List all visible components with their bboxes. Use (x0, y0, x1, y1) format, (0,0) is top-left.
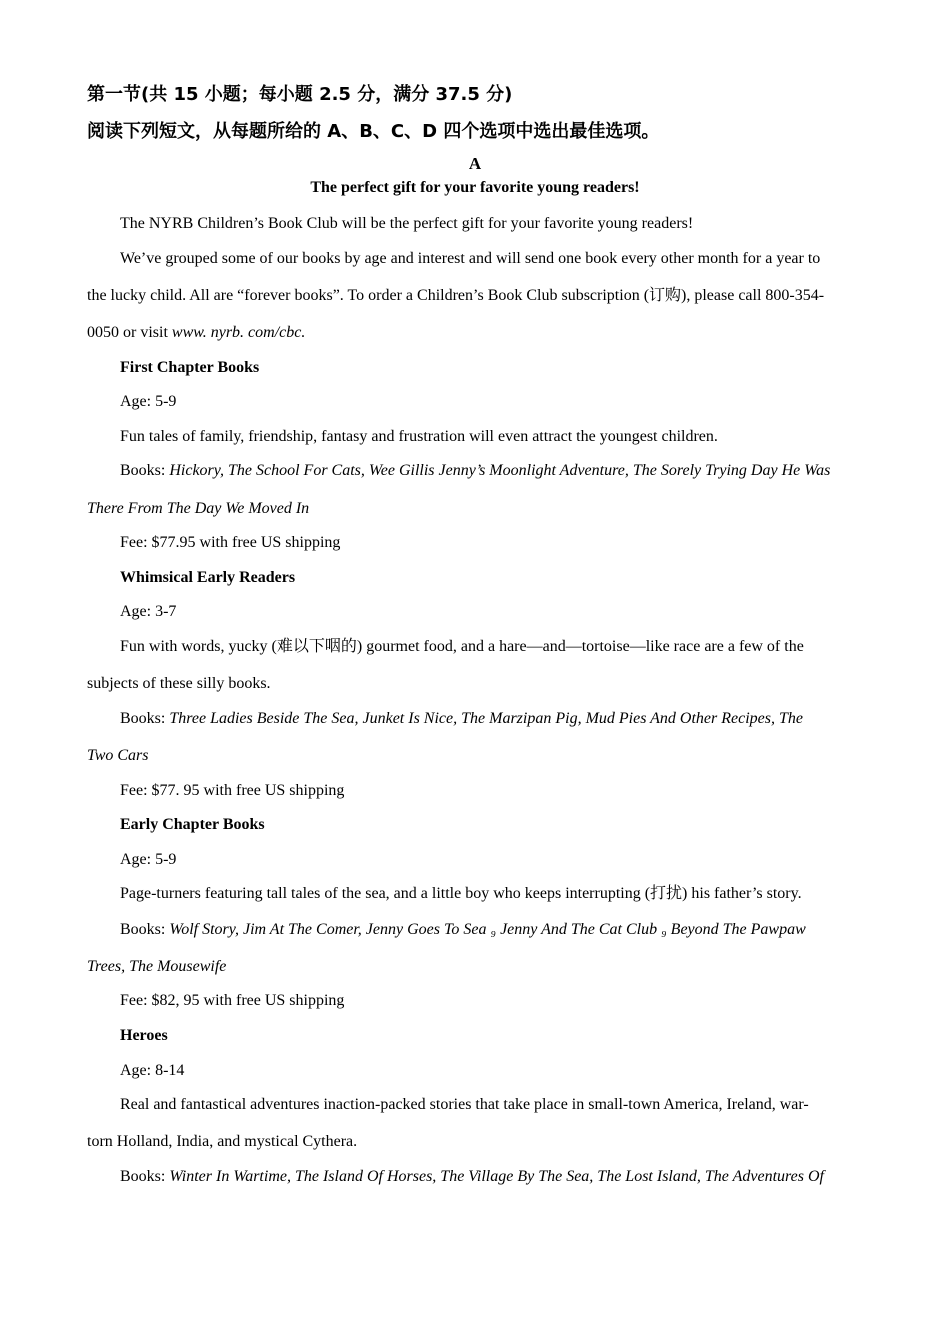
club-name: Early Chapter Books (120, 816, 265, 833)
club-name: First Chapter Books (120, 359, 260, 376)
club-books (120, 709, 803, 729)
passage-title: The perfect gift for your favorite young readers! (310, 179, 640, 196)
club-fee: Fee: $77.95 with free US shipping (120, 534, 341, 551)
passage-letter: A (468, 154, 482, 173)
club-books (120, 1167, 824, 1187)
website-link: www. nyrb. com/cbc. (171, 324, 306, 341)
club-fee: Fee: $82, 95 with free US shipping (120, 992, 345, 1009)
books-list-continued: Two Cars (87, 747, 149, 764)
books-list-continued: There From The Day We Moved In (87, 500, 310, 517)
club-description: Page-turners featuring tall tales of the sea, and a little boy who keeps interrupting (打扰) his father’s story. (120, 885, 802, 902)
books-list: Wolf Story, Jim At The Comer, Jenny Goes To Sea ₉ Jenny And The Cat Club ₉ Beyond The Pawpaw (169, 921, 806, 938)
club-age: Age: 5-9 (120, 851, 177, 868)
intro-line (87, 323, 305, 343)
club-books (120, 920, 806, 940)
club-books (120, 461, 830, 481)
books-list: Three Ladies Beside The Sea, Junket Is Nice, The Marzipan Pig, Mud Pies And Other Recipes, The (169, 710, 804, 727)
books-label: Books: (120, 710, 170, 727)
books-label: Books: (120, 1168, 170, 1185)
books-list: Hickory, The School For Cats, Wee Gillis Jenny’s Moonlight Adventure, The Sorely Trying Day He Was (169, 462, 831, 479)
section-header: 第一节(共 15 小题；每小题 2.5 分，满分 37.5 分) (87, 84, 513, 105)
intro-paragraph: The NYRB Children’s Book Club will be the perfect gift for your favorite young readers! (120, 215, 694, 232)
club-age: Age: 3-7 (120, 603, 177, 620)
club-description: Fun with words, yucky (难以下咽的) gourmet food, and a hare—and—tortoise—like race are a few of the (120, 638, 804, 655)
club-description: Real and fantastical adventures inaction-packed stories that take place in small-town America, Ireland, war- (120, 1096, 809, 1113)
intro-line: We’ve grouped some of our books by age and interest and will send one book every other month for a year to (120, 250, 821, 267)
intro-text: 0050 or visit (87, 324, 172, 341)
club-age: Age: 5-9 (120, 393, 177, 410)
instructions: 阅读下列短文，从每题所给的 A、B、C、D 四个选项中选出最佳选项。 (87, 121, 660, 142)
books-label: Books: (120, 462, 170, 479)
books-list: Winter In Wartime, The Island Of Horses, The Village By The Sea, The Lost Island, The Adventures Of (169, 1168, 824, 1185)
club-name: Whimsical Early Readers (120, 569, 296, 586)
club-description: Fun tales of family, friendship, fantasy and frustration will even attract the youngest children. (120, 428, 718, 445)
club-fee: Fee: $77. 95 with free US shipping (120, 782, 345, 799)
books-list-continued: Trees, The Mousewife (87, 958, 227, 975)
intro-line: the lucky child. All are “forever books”. To order a Children’s Book Club subscription (订购), please call 800-354- (87, 287, 825, 304)
club-name: Heroes (120, 1027, 168, 1044)
books-label: Books: (120, 921, 170, 938)
club-age: Age: 8-14 (120, 1062, 185, 1079)
club-description-continued: subjects of these silly books. (87, 675, 271, 692)
club-description-continued: torn Holland, India, and mystical Cythera. (87, 1133, 358, 1150)
